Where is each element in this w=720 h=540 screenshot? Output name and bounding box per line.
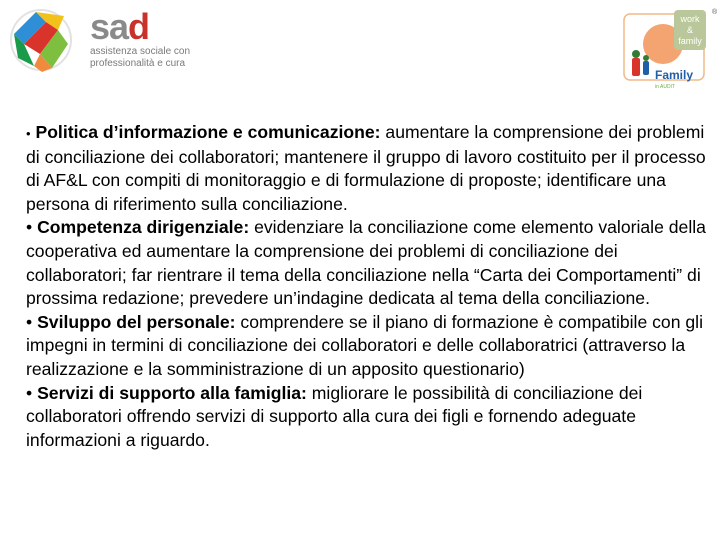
bullet-item-management	[26, 216, 710, 310]
bullet-marker: •	[26, 217, 33, 238]
sad-tagline-line2: professionalità e cura	[90, 58, 186, 69]
bullet-marker: •	[26, 382, 33, 403]
bullet-text: evidenziare la conciliazione come elemento valoriale della cooperativa ed aumentare la comprensione dei problemi di conciliazione dei collaboratori; far rientrare il tema della conciliazione nella “Carta dei Comportamenti” di prossima redazione; prevedere un’indagine dedicata al tema della conciliazione.	[26, 217, 706, 309]
cubes-logo-icon	[6, 4, 76, 76]
work-family-badge-line1: work	[680, 14, 700, 24]
sad-word-suffix: d	[128, 6, 150, 47]
bullet-title: Competenza dirigenziale:	[37, 217, 250, 238]
bullet-text: comprendere se il piano di formazione è compatibile con gli impegni in termini di conciliazione dei collaboratori e delle collaboratrici (attraverso la realizzazione e la somministrazione di un apposito questionario)	[26, 311, 703, 379]
family-label: Family	[655, 68, 694, 82]
bullet-marker: •	[26, 311, 33, 332]
work-family-badge-line3: family	[678, 36, 702, 46]
registered-mark: ®	[712, 9, 718, 16]
bullet-item-communication	[26, 121, 710, 216]
bullet-title: Politica d’informazione e comunicazione:	[35, 122, 381, 142]
bullet-item-family-services	[26, 382, 710, 453]
bullet-marker: •	[26, 126, 31, 141]
bullet-item-staff-development	[26, 311, 710, 382]
bullet-title: Servizi di supporto alla famiglia:	[37, 382, 307, 403]
family-sublabel: in AUDIT	[655, 84, 676, 90]
bullet-text: aumentare la comprensione dei problemi di conciliazione dei collaboratori; mantenere il gruppo di lavoro costituito per il processo di AF&L con compiti di monitoraggio e di formulazione di proposte; identificare una persona di riferimento sulla conciliazione.	[26, 122, 706, 214]
sad-tagline	[90, 46, 210, 70]
sad-wordmark	[90, 6, 210, 47]
work-family-badge-line2: &	[686, 25, 694, 35]
bullet-list	[26, 121, 710, 452]
sad-word-prefix: sa	[90, 6, 129, 47]
sad-logo	[90, 6, 210, 80]
sad-tagline-line1: assistenza sociale con	[90, 46, 191, 57]
bullet-text: migliorare le possibilità di conciliazione dei collaboratori offrendo servizi di supporto alla cura dei figli e fornendo adeguate informazioni a riguardo.	[26, 382, 643, 450]
work-family-logo	[618, 6, 718, 96]
bullet-title: Sviluppo del personale:	[37, 311, 236, 332]
